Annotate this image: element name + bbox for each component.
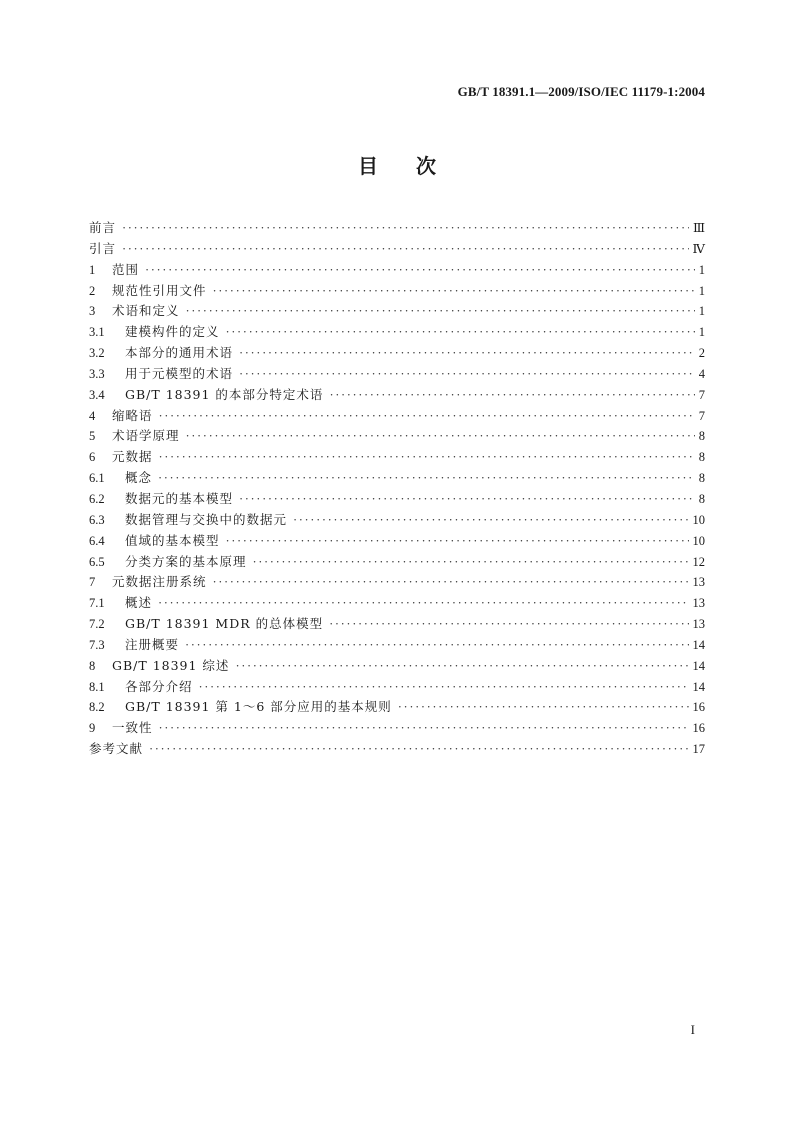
toc-dot-leader (226, 531, 689, 552)
toc-entry-number: 6.4 (89, 533, 105, 548)
toc-entry[interactable] (89, 385, 705, 406)
toc-entry-title: 元数据注册系统 (112, 574, 207, 590)
toc-dot-leader (235, 656, 688, 677)
toc-dot-leader (186, 301, 695, 322)
toc-dot-leader (199, 677, 689, 698)
toc-entry-number: 8.1 (89, 679, 105, 694)
toc-entry-page: 13 (692, 617, 705, 632)
toc-entry-page: 1 (698, 283, 705, 298)
toc-dot-leader (158, 593, 688, 614)
toc-entry-title: 规范性引用文件 (112, 282, 207, 298)
toc-entry[interactable] (89, 510, 705, 531)
toc-entry-number: 7.2 (89, 617, 105, 632)
toc-entry-title: 术语和定义 (112, 303, 180, 319)
toc-dot-leader (329, 614, 688, 635)
toc-entry[interactable] (89, 343, 705, 364)
toc-entry[interactable] (89, 677, 705, 698)
toc-dot-leader (122, 218, 689, 239)
toc-dot-leader (213, 572, 689, 593)
toc-entry-page: 13 (692, 575, 705, 590)
toc-entry-number: 3.4 (89, 387, 105, 402)
toc-entry[interactable] (89, 218, 705, 239)
toc-entry[interactable] (89, 614, 705, 635)
toc-entry-title: GB/T 18391 的本部分特定术语 (125, 386, 324, 402)
toc-entry-number: 1 (89, 262, 96, 277)
toc-entry-page: 17 (692, 742, 705, 757)
toc-entry-title: 参考文献 (89, 741, 144, 757)
toc-entry-title: 数据管理与交换中的数据元 (125, 511, 288, 527)
toc-dot-leader (293, 510, 688, 531)
toc-entry-title: 概念 (125, 470, 153, 486)
toc-entry-page: 8 (698, 429, 705, 444)
toc-entry[interactable] (89, 364, 705, 385)
toc-entry[interactable] (89, 739, 705, 760)
toc-entry-page: 16 (692, 700, 705, 715)
toc-entry-title: 范围 (112, 261, 140, 277)
toc-entry-number: 7 (89, 575, 96, 590)
toc-dot-leader (122, 239, 688, 260)
toc-entry-number: 7.1 (89, 596, 105, 611)
toc-entry[interactable] (89, 531, 705, 552)
toc-entry-page: 12 (692, 554, 705, 569)
toc-entry-title: 各部分介绍 (125, 678, 193, 694)
toc-entry-number: 5 (89, 429, 96, 444)
toc-entry[interactable] (89, 697, 705, 718)
toc-dot-leader (239, 489, 695, 510)
toc-entry-title: 值域的基本模型 (125, 532, 220, 548)
toc-entry-title: 分类方案的基本原理 (125, 553, 247, 569)
toc-entry-page: 14 (692, 679, 705, 694)
toc-entry-page: 8 (698, 450, 705, 465)
toc-entry-number: 7.3 (89, 637, 105, 652)
toc-dot-leader (185, 635, 688, 656)
toc-entry-title: 数据元的基本模型 (125, 490, 234, 506)
toc-entry-title: 注册概要 (125, 636, 180, 652)
toc-entry-title: 缩略语 (112, 407, 153, 423)
toc-dot-leader (159, 718, 689, 739)
toc-entry-number: 6.3 (89, 512, 105, 527)
toc-entry[interactable] (89, 718, 705, 739)
toc-entry-title: GB/T 18391 MDR 的总体模型 (125, 616, 324, 632)
toc-dot-leader (226, 322, 695, 343)
toc-entry-title: 用于元模型的术语 (125, 365, 234, 381)
toc-entry-number: 9 (89, 721, 96, 736)
toc-entry[interactable] (89, 406, 705, 427)
toc-entry-title: 元数据 (112, 449, 153, 465)
toc-entry[interactable] (89, 593, 705, 614)
toc-dot-leader (213, 281, 695, 302)
toc-entry-page: Ⅳ (692, 241, 705, 256)
toc-entry-number: 4 (89, 408, 96, 423)
toc-entry-number: 8 (89, 658, 96, 673)
toc-entry[interactable] (89, 260, 705, 281)
toc-entry-page: 8 (698, 491, 705, 506)
toc-dot-leader (149, 739, 688, 760)
toc-dot-leader (186, 426, 695, 447)
toc-entry-title: 前言 (89, 220, 117, 235)
toc-dot-leader (158, 468, 695, 489)
page-title: 目次 (358, 154, 474, 178)
toc-entry-page: 1 (698, 304, 705, 319)
toc-entry[interactable] (89, 489, 705, 510)
toc-entry-title: 本部分的通用术语 (125, 345, 234, 361)
toc-entry-page: 8 (698, 471, 705, 486)
toc-entry-number: 8.2 (89, 700, 105, 715)
toc-entry-number: 6.2 (89, 491, 105, 506)
toc-entry-number: 6 (89, 450, 96, 465)
toc-entry-number: 3.2 (89, 346, 105, 361)
toc-entry-title: 引言 (89, 240, 117, 256)
toc-dot-leader (239, 364, 695, 385)
toc-entry-page: 14 (692, 637, 705, 652)
toc-entry[interactable] (89, 322, 705, 343)
toc-entry-title: 术语学原理 (112, 428, 180, 444)
toc-entry-page: 4 (698, 366, 705, 381)
toc-entry-page: 14 (692, 658, 705, 673)
toc-entry[interactable] (89, 426, 705, 447)
standard-number-header: GB/T 18391.1—2009/ISO/IEC 11179-1:2004 (457, 84, 705, 99)
toc-entry[interactable] (89, 572, 705, 593)
toc-entry[interactable] (89, 239, 705, 260)
toc-dot-leader (239, 343, 695, 364)
toc-entry[interactable] (89, 468, 705, 489)
toc-entry-page: 13 (692, 596, 705, 611)
toc-dot-leader (398, 697, 689, 718)
toc-entry-number: 3.1 (89, 325, 105, 340)
toc-entry[interactable] (89, 635, 705, 656)
toc-dot-leader (159, 406, 695, 427)
toc-entry[interactable] (89, 447, 705, 468)
toc-entry-title: 建模构件的定义 (125, 324, 220, 340)
toc-entry-number: 6.1 (89, 471, 105, 486)
toc-entry-number: 3 (89, 304, 96, 319)
toc-entry-number: 3.3 (89, 366, 105, 381)
toc-entry-number: 2 (89, 283, 96, 298)
toc-dot-leader (159, 447, 695, 468)
table-of-contents (89, 218, 705, 760)
toc-dot-leader (253, 552, 689, 573)
toc-entry-page: 1 (698, 325, 705, 340)
toc-entry-page: 7 (698, 408, 705, 423)
toc-entry[interactable] (89, 301, 705, 322)
toc-entry-page: Ⅲ (692, 221, 705, 235)
toc-entry-title: GB/T 18391 综述 (112, 657, 230, 673)
toc-entry-title: 概述 (125, 595, 153, 611)
toc-entry-page: 7 (698, 387, 705, 402)
toc-entry-page: 1 (698, 262, 705, 277)
toc-dot-leader (329, 385, 694, 406)
toc-entry[interactable] (89, 552, 705, 573)
toc-entry[interactable] (89, 656, 705, 677)
toc-entry[interactable] (89, 281, 705, 302)
page-number-footer: I (690, 1022, 695, 1037)
toc-entry-page: 16 (692, 721, 705, 736)
toc-entry-title: GB/T 18391 第 1～6 部分应用的基本规则 (125, 699, 392, 715)
toc-dot-leader (145, 260, 695, 281)
toc-entry-title: 一致性 (112, 720, 153, 736)
toc-entry-number: 6.5 (89, 554, 105, 569)
toc-entry-page: 10 (692, 512, 705, 527)
toc-entry-page: 10 (692, 533, 705, 548)
toc-entry-page: 2 (698, 346, 705, 361)
